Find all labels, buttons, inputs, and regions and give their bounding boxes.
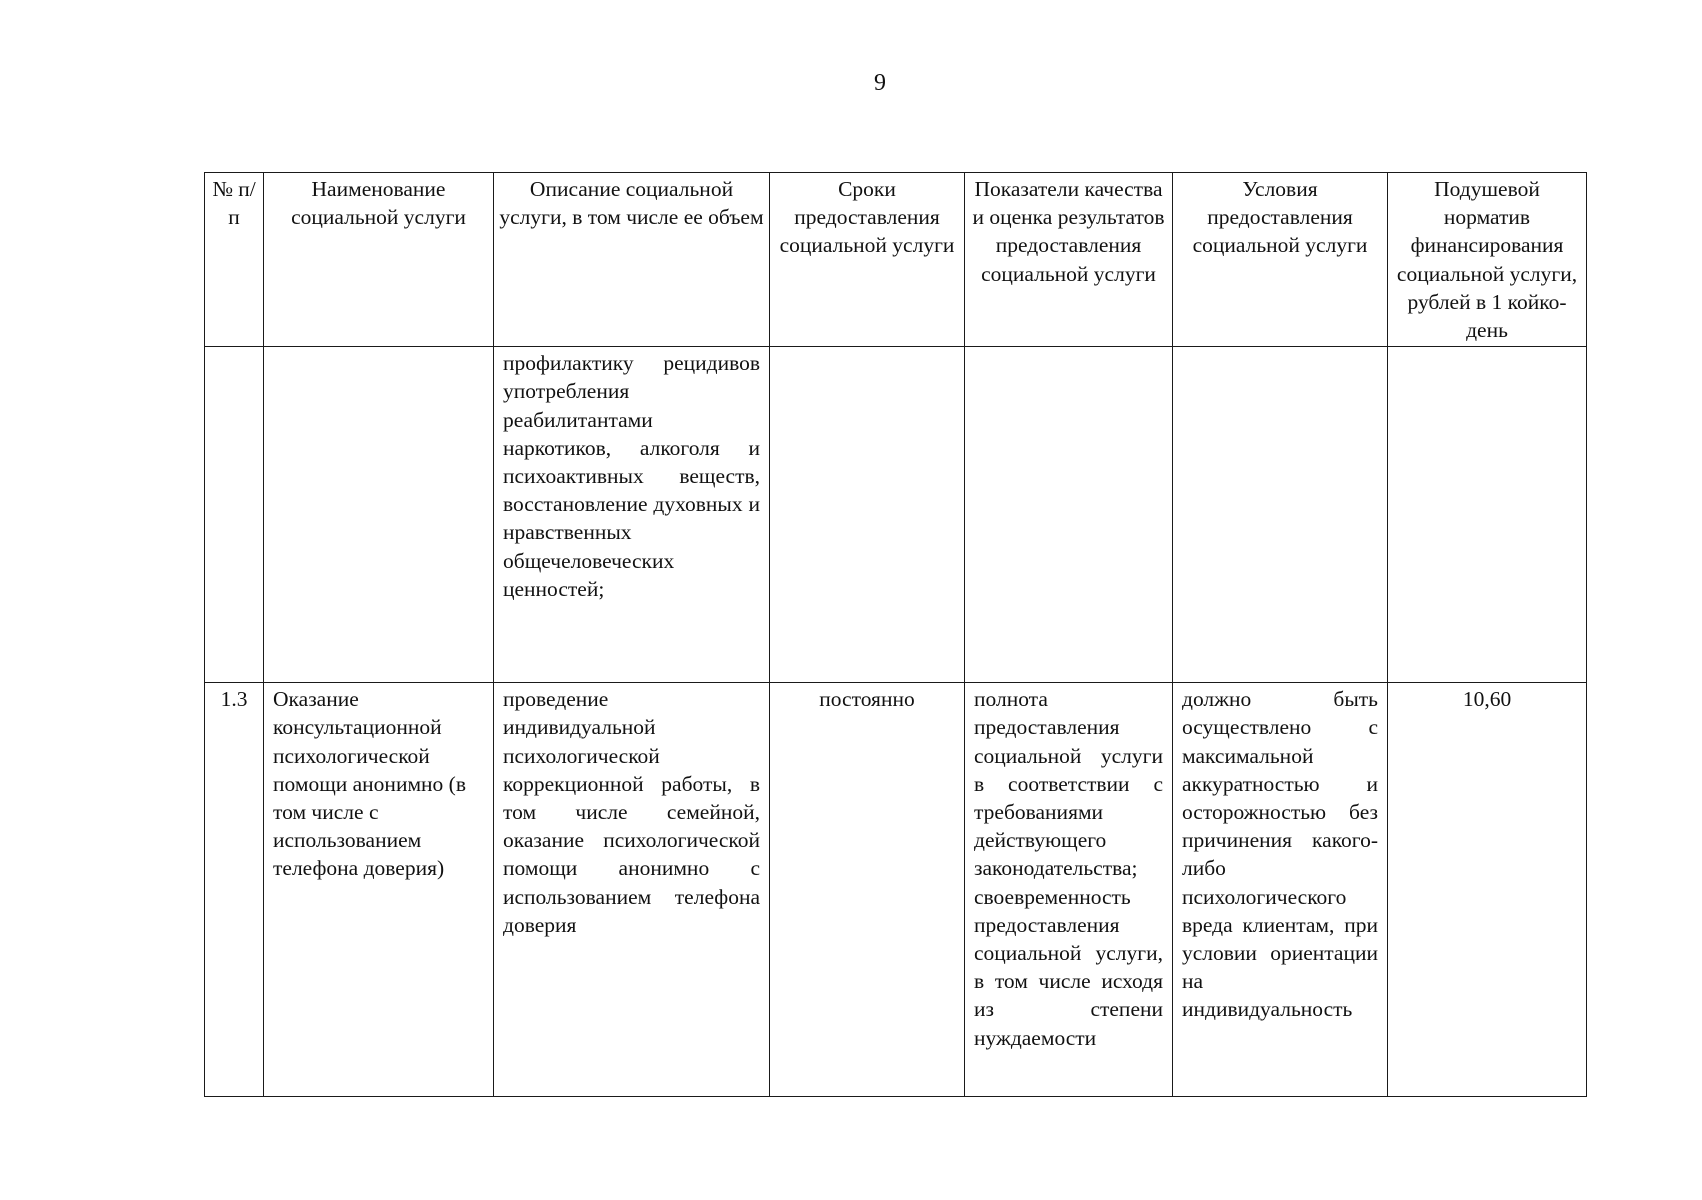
header-financing-norm: Подушевой норматив финансирования социальной услуги, рублей в 1 койко-день xyxy=(1388,173,1587,347)
header-row xyxy=(205,173,1587,347)
cell-conditions xyxy=(1173,347,1388,683)
cell-financing-norm xyxy=(1388,347,1587,683)
cell-description: профилактику рецидивов употребления реабилитантами наркотиков, алкоголя и психоактивных веществ, восстановление духовных и нравственных общечеловеческих ценностей; xyxy=(494,347,770,683)
header-number: № п/п xyxy=(205,173,264,347)
services-table xyxy=(204,172,1587,1097)
cell-conditions: должно быть осуществлено с максимальной аккуратностью и осторожностью без причинения какого-либо психологического вреда клиентам, при условии ориентации на индивидуальность xyxy=(1173,683,1388,1097)
cell-quality-indicators: полнота предоставления социальной услуги в соответствии с требованиями действующего законодательства; своевременность предоставления социальной услуги, в том числе исходя из степени нуждаемости xyxy=(965,683,1173,1097)
header-term: Сроки предоставления социальной услуги xyxy=(770,173,965,347)
cell-term xyxy=(770,347,965,683)
cell-financing-norm: 10,60 xyxy=(1388,683,1587,1097)
cell-service-name xyxy=(264,347,494,683)
cell-description: проведение индивидуальной психологической коррекционной работы, в том числе семейной, оказание психологической помощи анонимно с использованием телефона доверия xyxy=(494,683,770,1097)
cell-number: 1.3 xyxy=(205,683,264,1097)
table-header xyxy=(205,173,1587,347)
cell-number xyxy=(205,347,264,683)
cell-term: постоянно xyxy=(770,683,965,1097)
cell-service-name: Оказание консультационной психологической помощи анонимно (в том числе с использованием телефона доверия) xyxy=(264,683,494,1097)
header-quality-indicators: Показатели качества и оценка результатов предоставления социальной услуги xyxy=(965,173,1173,347)
cell-quality-indicators xyxy=(965,347,1173,683)
table-row xyxy=(205,683,1587,1097)
table-row-continuation xyxy=(205,347,1587,683)
header-service-name: Наименование социальной услуги xyxy=(264,173,494,347)
header-conditions: Условия предоставления социальной услуги xyxy=(1173,173,1388,347)
header-description: Описание социальной услуги, в том числе ее объем xyxy=(494,173,770,347)
page-number: 9 xyxy=(874,70,886,96)
